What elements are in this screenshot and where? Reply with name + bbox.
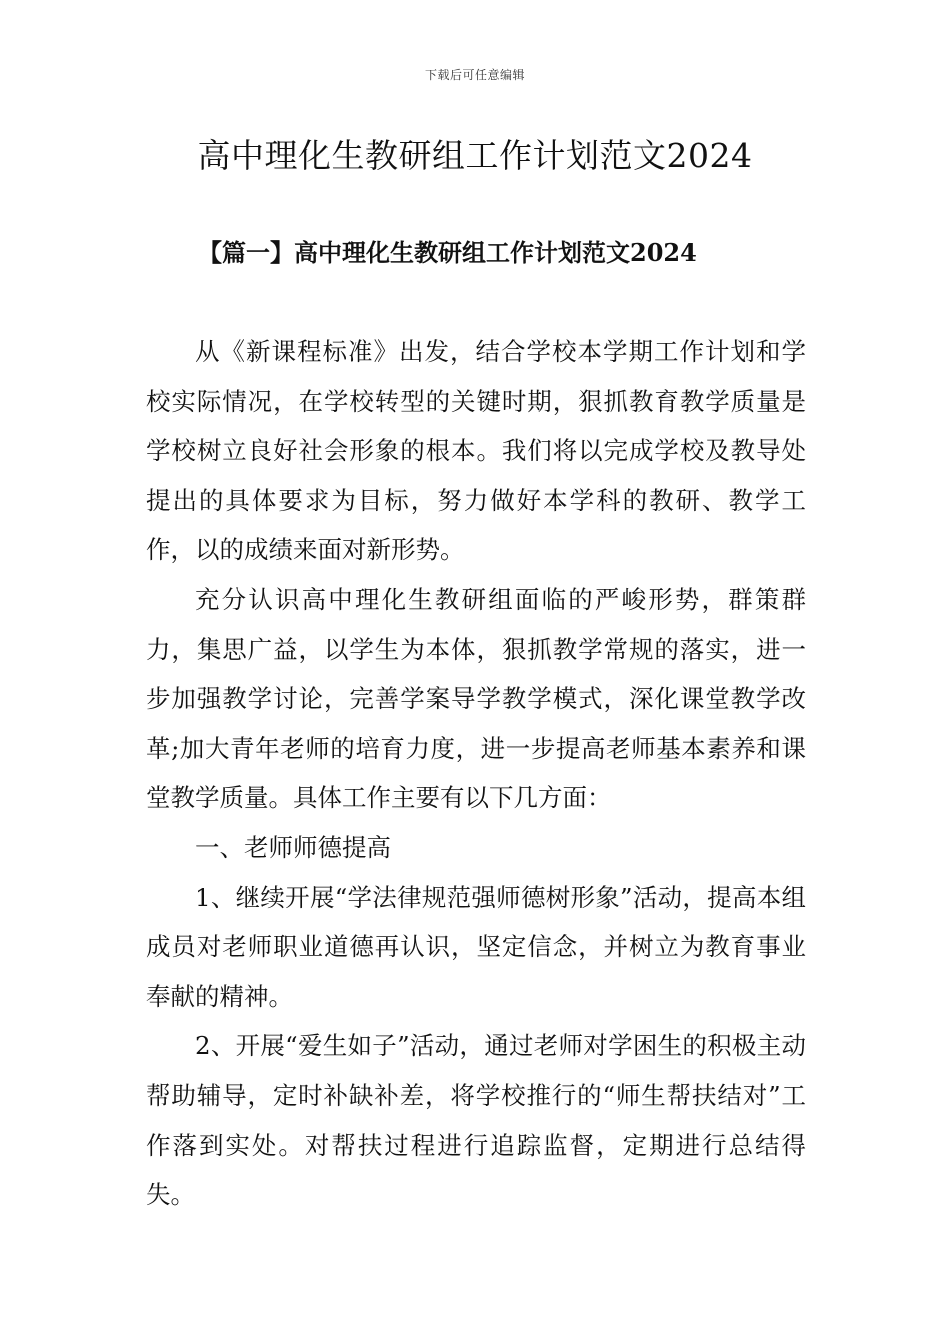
document-title: 高中理化生教研组工作计划范文2024 (197, 136, 753, 175)
heading-teacher-ethics: 一、老师师德提高 (195, 832, 391, 862)
paragraph-item-2: 2、开展“爱生如子”活动，通过老师对学困生的积极主动帮助辅导，定时补缺补差，将学校推行的“师生帮扶结对”工作落到实处。对帮扶过程进行追踪监督，定期进行总结得失。 (146, 1031, 806, 1210)
paragraph-item-1: 1、继续开展“学法律规范强师德树形象”活动，提高本组成员对老师职业道德再认识，坚定信念，并树立为教育事业奉献的精神。 (146, 882, 806, 1011)
paragraph-intro: 从《新课程标准》出发，结合学校本学期工作计划和学校实际情况，在学校转型的关键时期，狠抓教育教学质量是学校树立良好社会形象的根本。我们将以完成学校及教导处提出的具体要求为目标，努力做好本学科的教研、教学工作，以的成绩来面对新形势。 (146, 337, 806, 565)
section-title: 【篇一】高中理化生教研组工作计划范文2024 (198, 238, 697, 267)
document-body (146, 327, 806, 1220)
paragraph-situation: 充分认识高中理化生教研组面临的严峻形势，群策群力，集思广益，以学生为本体，狠抓教学常规的落实，进一步加强教学讨论，完善学案导学教学模式，深化课堂教学改革;加大青年老师的培育力度，进一步提高老师基本素养和课堂教学质量。具体工作主要有以下几方面： (146, 584, 806, 813)
header-note: 下载后可任意编辑 (424, 68, 525, 82)
